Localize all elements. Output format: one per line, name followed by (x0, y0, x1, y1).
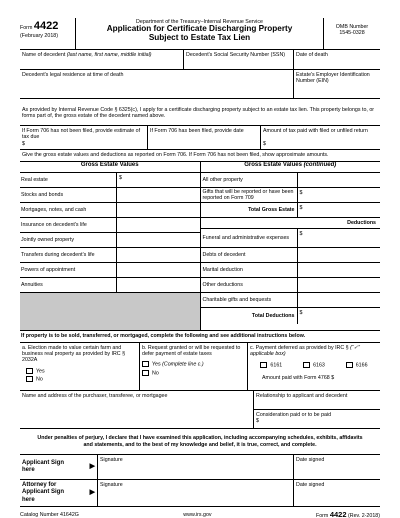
gross-instruction-text: Give the gross estate values and deductions as reported on Form 706. If Form 706 has not been filed, show approximate amounts. (22, 152, 329, 159)
gross-left-column (20, 162, 201, 330)
section-c-options (250, 362, 378, 369)
footer-form-number: 4422 (329, 510, 347, 518)
gross-row-other-property (201, 173, 381, 188)
elections-row (20, 343, 380, 391)
applicant-signature-row (20, 455, 380, 480)
amount-paid-label: Amount paid with Form 4768 $ (262, 374, 335, 381)
form706-filed-date-field[interactable] (148, 126, 261, 149)
gross-amount-field[interactable] (116, 218, 200, 232)
gross-amount-field[interactable]: $ (116, 173, 200, 187)
gross-row-total (201, 203, 381, 218)
checkbox[interactable] (260, 362, 267, 368)
gross-right-heading (201, 162, 381, 173)
form-title-block (76, 18, 324, 49)
yes-label: Yes (36, 367, 45, 374)
ded-row-funeral (201, 229, 381, 248)
attorney-date-field[interactable] (294, 480, 380, 506)
legal-residence-label: Decedent's legal residence at time of death (22, 71, 124, 78)
section-b-label: b. Request granted or will be requested to defer payment of estate taxes (142, 344, 241, 357)
gross-amount-field[interactable] (116, 203, 200, 217)
form-title-line2: Subject to Estate Tax Lien (148, 32, 251, 42)
gross-amount-field[interactable] (116, 278, 200, 292)
option-6163[interactable] (303, 362, 325, 369)
gross-row-powers (20, 263, 200, 278)
applicant-date-field[interactable] (294, 455, 380, 479)
form-revision: (February 2018) (20, 33, 58, 40)
tax-due-estimate-label: If Form 706 has not been filed, provide estimate of tax due (22, 127, 141, 140)
tax-paid-field[interactable] (261, 126, 380, 149)
yes-label: Yes (152, 361, 161, 368)
deduction-label: Funeral and administrative expenses (202, 234, 290, 241)
section-a-yes[interactable] (22, 368, 137, 375)
deduction-label: Other deductions (202, 281, 243, 288)
purchaser-name-field[interactable] (20, 391, 254, 428)
consideration-label: Consideration paid or to be paid (256, 411, 332, 418)
gross-row-label: Stocks and bonds (21, 191, 64, 198)
section-b-no[interactable] (142, 370, 245, 377)
section-b (140, 343, 248, 390)
gross-row-label: Insurance on decedent's life (21, 221, 87, 228)
form-id-block (20, 18, 76, 49)
continued-label: (continued) (303, 162, 337, 168)
form-footer (20, 507, 380, 518)
gross-row-stocks (20, 188, 200, 203)
deduction-amount-field[interactable] (297, 263, 381, 277)
deduction-amount-field[interactable] (297, 278, 381, 292)
form-title-line1: Application for Certificate Discharging Property (106, 24, 293, 34)
checkbox[interactable] (142, 361, 149, 367)
checkbox[interactable] (26, 368, 33, 374)
deduction-label: Debts of decedent (202, 251, 246, 258)
gross-row-jointly-owned (20, 233, 200, 248)
property-instruction-text: If property is to be sold, transferred, or mortgaged, complete the following and see additional instructions below. (21, 333, 306, 340)
gross-left-heading: Gross Estate Values (20, 162, 200, 173)
deduction-amount-field[interactable] (297, 293, 381, 307)
intro-statement: As provided by Internal Revenue Code § 6325(c), I apply for a certificate discharging property subject to an estate tax lien. This property belongs to, or forms part of, the gross estate of the decedent named above. (22, 106, 375, 120)
ded-row-other (201, 278, 381, 293)
form706-filed-date-label: If Form 706 has been filed, provide date (150, 127, 244, 134)
department-name: Department of the Treasury–Internal Revenue Service (136, 19, 263, 25)
decedent-ssn-field[interactable] (184, 50, 294, 69)
ded-row-total (201, 308, 381, 324)
applicant-sign-label-block (20, 455, 98, 479)
gross-amount-field[interactable] (116, 248, 200, 262)
checkbox[interactable] (303, 362, 310, 368)
gross-row-label: Gifts that will be reported or have been reported on Form 709 (202, 188, 294, 201)
date-signed-label: Date signed (296, 456, 325, 463)
deduction-amount-field[interactable] (297, 248, 381, 262)
section-a-label: a. Election made to value certain farm and business real property as provided by IRC § 2032A (22, 344, 126, 364)
residence-row (20, 70, 380, 99)
section-b-yes[interactable] (142, 361, 245, 368)
deduction-amount-field[interactable]: $ (297, 229, 381, 247)
total-deductions-field[interactable]: $ (297, 308, 381, 324)
footer-form-id (316, 510, 380, 518)
decedent-name-hint: (last name, first name, middle initial) (66, 51, 152, 58)
section-a (20, 343, 140, 390)
date-signed-label: Date signed (296, 481, 325, 488)
perjury-statement: Under penalties of perjury, I declare that I have examined this application, including accompanying schedules, exhibits, affidavits and statements, and to the best of my knowledge and belief, it is true, correct, and complete. (37, 435, 363, 448)
checkbox[interactable] (26, 376, 33, 382)
perjury-row (20, 429, 380, 455)
estate-ein-field[interactable] (294, 70, 380, 98)
footer-form-word: Form (315, 513, 329, 518)
purchaser-row (20, 391, 380, 429)
applicant-signature-field[interactable] (98, 455, 294, 479)
date-of-death-label: Date of death (296, 51, 328, 58)
total-deductions-label: Total Deductions (251, 312, 295, 319)
dollar-sign: $ (263, 141, 266, 148)
no-label: No (36, 376, 43, 383)
form706-row (20, 126, 380, 150)
decedent-name-label: Name of decedent (22, 51, 66, 58)
gross-right-column (201, 162, 381, 330)
decedent-name-field[interactable] (20, 50, 184, 69)
attorney-signature-row (20, 480, 380, 507)
gross-row-label: Transfers during decedent's life (21, 251, 95, 258)
option-6166[interactable] (346, 362, 368, 369)
irs-website: www.irs.gov (183, 511, 212, 518)
arrow-right-icon: ▶ (89, 462, 95, 470)
section-c (248, 343, 380, 390)
gross-row-gifts (201, 188, 381, 203)
gross-instruction-row (20, 150, 380, 162)
signature-label: Signature (100, 456, 123, 463)
tax-paid-label: Amount of tax paid with filed or unfiled return (263, 127, 368, 134)
omb-label: OMB Number (335, 24, 369, 30)
applicant-sign-label: Applicant Sign here (22, 459, 64, 473)
gross-amount-field[interactable] (116, 263, 200, 277)
option-label: 6161 (270, 362, 283, 369)
omb-block (324, 18, 380, 49)
gross-amount-field[interactable] (297, 173, 381, 187)
option-6161[interactable] (260, 362, 282, 369)
deduction-label: Marital deduction (202, 266, 243, 273)
intro-row (20, 99, 380, 126)
consideration-field[interactable] (254, 410, 380, 428)
section-a-no[interactable] (22, 376, 137, 383)
ded-row-charitable (201, 293, 381, 308)
purchaser-right (254, 391, 380, 428)
attorney-sign-label-block (20, 480, 98, 506)
amount-paid-4768[interactable] (250, 375, 378, 381)
date-of-death-field[interactable] (294, 50, 380, 69)
option-label: 6163 (313, 362, 325, 369)
signature-label: Signature (100, 481, 123, 488)
form-header (20, 18, 380, 50)
gross-right-heading-text: Gross Estate Values (244, 162, 302, 168)
ded-row-debts (201, 248, 381, 263)
form-word: Form (20, 25, 33, 31)
gross-row-label: Jointly owned property (21, 236, 74, 243)
decedent-ssn-label: Decedent's Social Security Number (SSN) (186, 51, 286, 58)
omb-number: 1545-0328 (339, 30, 365, 37)
gross-row-label: Real estate (21, 176, 48, 183)
yes-hint: (Complete line c.) (162, 361, 204, 368)
gross-row-label: Powers of appointment (21, 266, 76, 273)
gross-estate-grid (20, 162, 380, 331)
decedent-name-row (20, 50, 380, 70)
gross-amount-field[interactable] (116, 188, 200, 202)
estate-ein-label: Estate's Employer Identification Number (EIN) (296, 71, 370, 84)
gross-row-transfers (20, 248, 200, 263)
checkbox[interactable] (346, 362, 353, 368)
section-c-hint: (“✓” applicable box) (250, 344, 360, 357)
catalog-number: Catalog Number 41642G (20, 511, 79, 518)
no-label: No (152, 370, 159, 377)
gross-row-mortgages (20, 203, 200, 218)
checkbox[interactable] (142, 370, 149, 376)
gross-row-real-estate (20, 173, 200, 188)
gross-amount-field[interactable]: $ (297, 188, 381, 202)
gross-row-label: All other property (202, 176, 243, 183)
relationship-field[interactable] (254, 391, 380, 410)
ded-row-marital (201, 263, 381, 278)
gross-row-insurance (20, 218, 200, 233)
legal-residence-field[interactable] (20, 70, 294, 98)
form-number: 4422 (33, 20, 59, 32)
arrow-right-icon: ▶ (89, 488, 95, 496)
total-gross-label: Total Gross Estate (248, 206, 295, 213)
section-c-label: c. Payment deferred as provided by IRC § (250, 344, 349, 351)
attorney-signature-field[interactable] (98, 480, 294, 506)
gross-row-label: Annuities (21, 281, 43, 288)
dollar-sign: $ (22, 141, 25, 148)
gross-amount-field[interactable] (116, 233, 200, 247)
relationship-label: Relationship to applicant and decedent (256, 392, 348, 399)
property-instruction-row (20, 331, 380, 343)
deduction-label: Charitable gifts and bequests (202, 296, 272, 303)
dollar-sign: $ (256, 417, 259, 424)
shaded-area (20, 293, 200, 330)
attorney-sign-label: Attorney for Applicant Sign here (22, 482, 64, 503)
deductions-heading: Deductions (201, 218, 381, 229)
gross-row-annuities (20, 278, 200, 293)
purchaser-name-label: Name and address of the purchaser, transferee, or mortgagee (22, 392, 168, 399)
option-label: 6166 (355, 362, 368, 369)
total-gross-field[interactable]: $ (297, 203, 381, 217)
tax-due-estimate-field[interactable] (20, 126, 148, 149)
gross-row-label: Mortgages, notes, and cash (21, 206, 87, 213)
footer-revision: (Rev. 2-2018) (347, 513, 380, 518)
